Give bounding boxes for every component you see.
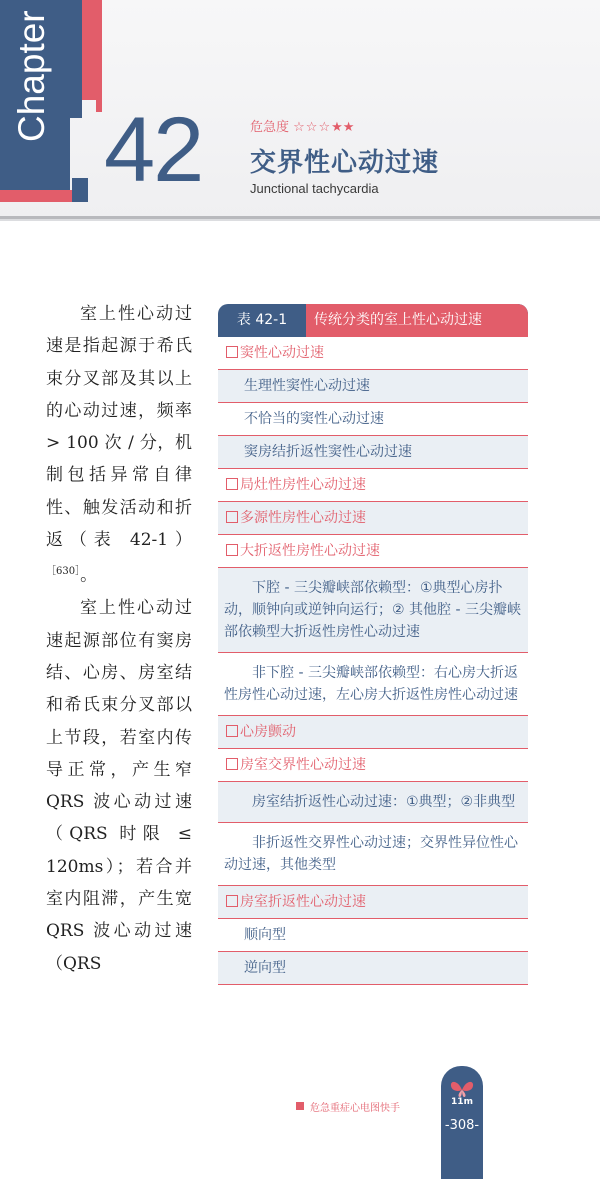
paragraph-1 — [46, 298, 192, 592]
header-block-red-2 — [96, 0, 102, 112]
paragraph-1-text: 室上性心动过速是指起源于希氏束分叉部及其以上的心动过速，频率 > 100 次 / 分，机制包括异常自律性、触发活动和折返（表 42-1） — [46, 304, 192, 551]
danger-stars-filled: ★★ — [331, 120, 355, 135]
table-row-category: 局灶性房性心动过速 — [218, 469, 528, 502]
table-row-category: 多源性房性心动过速 — [218, 502, 528, 535]
logo-text: 11m — [451, 1097, 473, 1107]
body-text — [46, 298, 192, 980]
table-row: 非折返性交界性心动过速；交界性异位性心动过速，其他类型 — [218, 823, 528, 886]
danger-label: 危急度 — [250, 120, 290, 135]
classification-table — [218, 304, 528, 985]
footer-book-title: 危急重症心电图快手 — [310, 1103, 400, 1114]
table-row: 非下腔 - 三尖瓣峡部依赖型：右心房大折返性房性心动过速，左心房大折返性房性心动过速 — [218, 653, 528, 716]
danger-rating — [250, 116, 354, 135]
table-row-category: 心房颤动 — [218, 716, 528, 749]
header-block-red — [82, 0, 96, 100]
chapter-label: Chapter — [11, 10, 52, 142]
table-row-category: 大折返性房性心动过速 — [218, 535, 528, 568]
table-title: 传统分类的室上性心动过速 — [306, 304, 528, 337]
table-row: 房室结折返性心动过速：①典型；②非典型 — [218, 782, 528, 823]
table-row-category: 房室交界性心动过速 — [218, 749, 528, 782]
header-block-red-bottom — [0, 190, 72, 202]
chapter-title: 交界性心动过速 — [250, 148, 440, 178]
danger-stars-outline: ☆☆☆ — [293, 120, 332, 135]
table-row-category: 窦性心动过速 — [218, 337, 528, 370]
paragraph-1-end: 。 — [80, 566, 98, 587]
header-block-blue-2 — [70, 0, 82, 118]
header-block-blue-bottom — [72, 178, 88, 202]
butterfly-logo-icon — [449, 1078, 475, 1098]
header-divider-shadow — [0, 219, 600, 221]
table-label: 表 42-1 — [236, 312, 288, 328]
chapter-number: 42 — [104, 99, 203, 201]
paragraph-2: 室上性心动过速起源部位有窦房结、心房、房室结和希氏束分叉部以上节段，若室内传导正常，产生窄 QRS 波心动过速（QRS 时限 ≤ 120ms）；若合并室内阻滞，产生宽 QRS 波心动过速（QRS — [46, 598, 192, 974]
table-row: 下腔 - 三尖瓣峡部依赖型：①典型心房扑动，顺钟向或逆钟向运行；② 其他腔 - 三尖瓣峡部依赖型大折返性房性心动过速 — [218, 568, 528, 653]
table-row: 生理性窦性心动过速 — [218, 370, 528, 403]
citation: ［630］ — [46, 566, 81, 578]
footer-square-icon — [296, 1102, 304, 1110]
table-row-category: 房室折返性心动过速 — [218, 886, 528, 919]
table-row: 顺向型 — [218, 919, 528, 952]
table-row: 逆向型 — [218, 952, 528, 985]
table-row: 窦房结折返性窦性心动过速 — [218, 436, 528, 469]
table-header — [218, 304, 528, 337]
table-row: 不恰当的窦性心动过速 — [218, 403, 528, 436]
page-number: -308- — [444, 1118, 480, 1133]
chapter-subtitle: Junctional tachycardia — [250, 181, 379, 196]
